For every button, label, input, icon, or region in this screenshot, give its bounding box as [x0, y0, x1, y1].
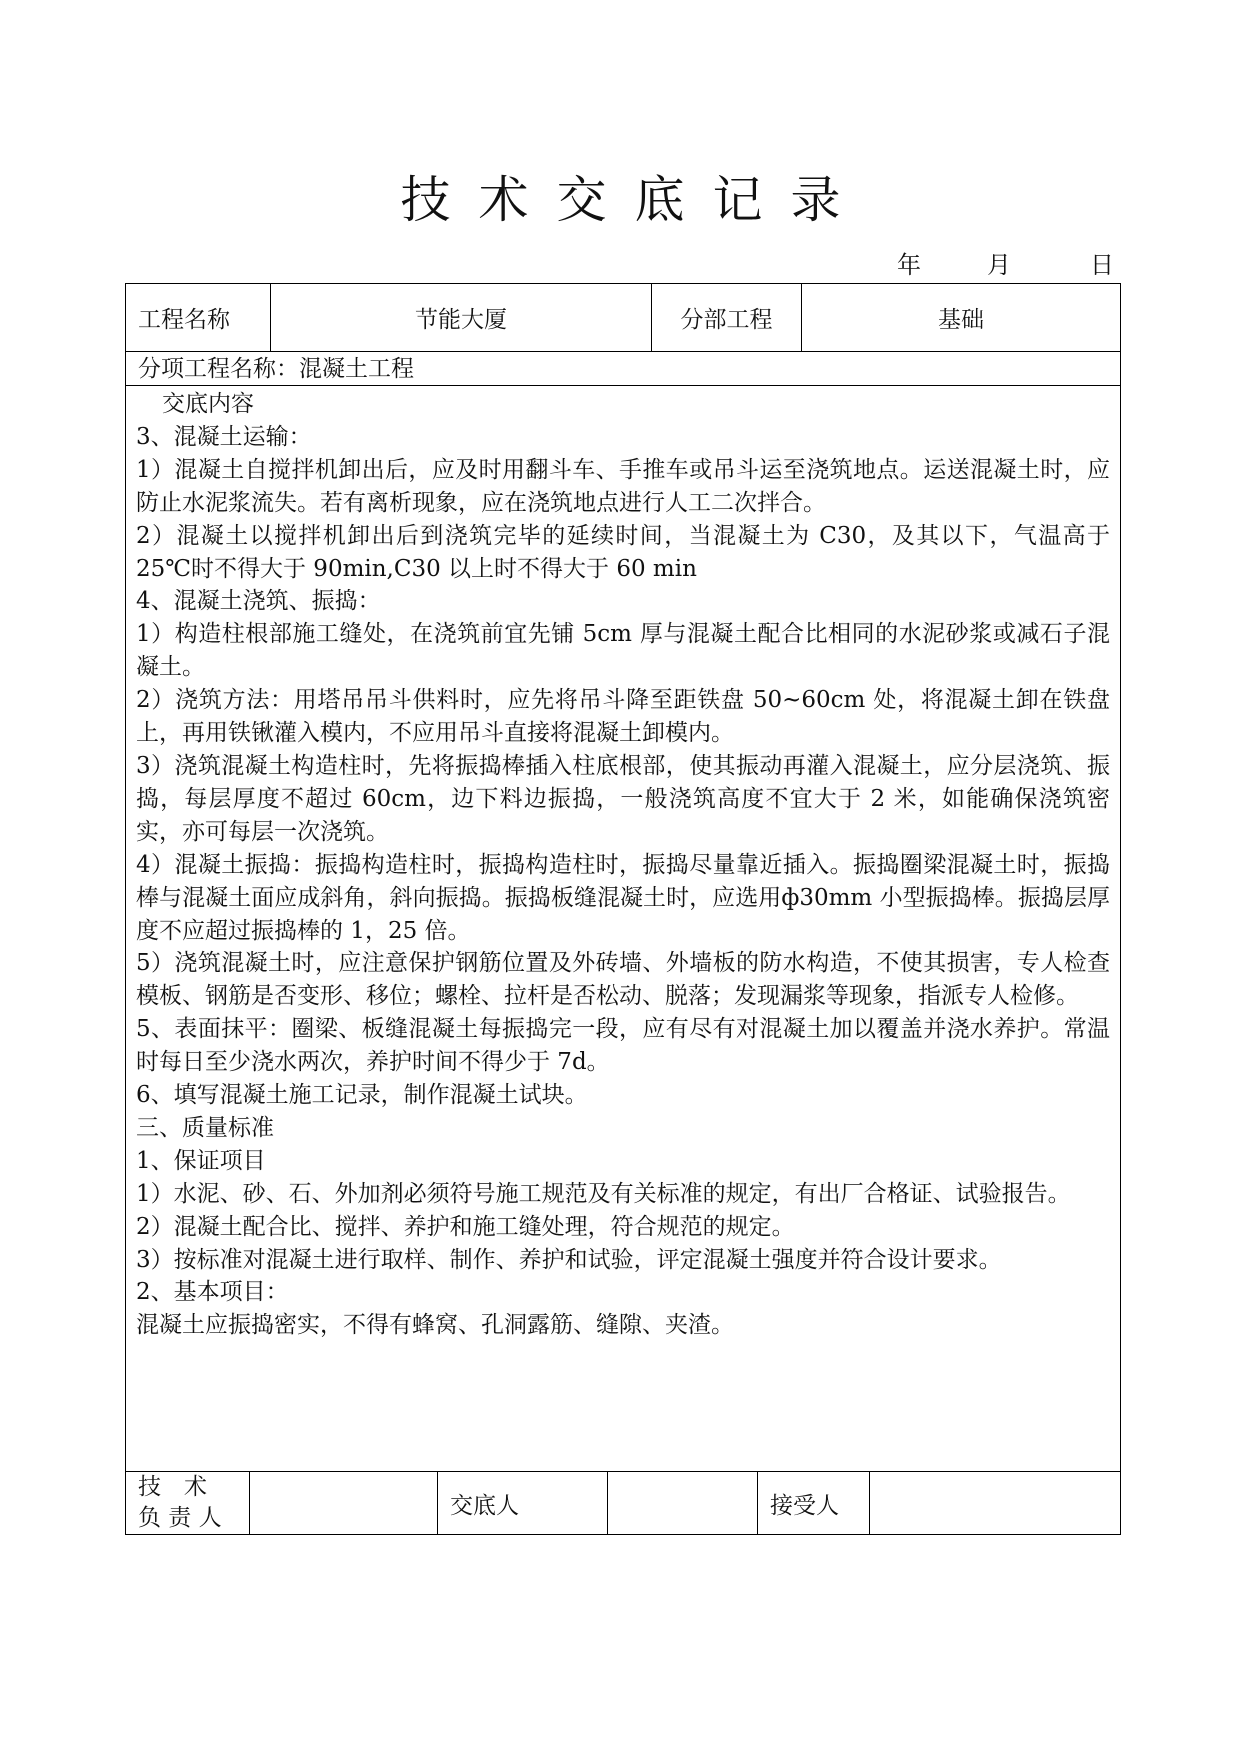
content-line: 4、混凝土浇筑、振捣：	[136, 588, 381, 615]
header-row	[126, 284, 1120, 352]
page-title	[0, 170, 1241, 230]
title-char: 记	[712, 171, 763, 229]
receiver-label: 接受人	[758, 1472, 870, 1534]
content-heading: 交底内容	[162, 391, 254, 417]
content-line: 1）水泥、砂、石、外加剂必须符号施工规范及有关标准的规定，有出厂合格证、试验报告。	[136, 1180, 1071, 1207]
content-line: 2）混凝土配合比、搅拌、养护和施工缝处理，符合规范的规定。	[136, 1213, 795, 1240]
tech-lead-label	[126, 1472, 250, 1534]
content-line: 3）浇筑混凝土构造柱时，先将振捣棒插入柱底根部，使其振动再灌入混凝土，应分层浇筑、振捣，每层厚度不超过 60cm，边下料边振捣，一般浇筑高度不宜大于 2 米，如能确保浇筑密实，亦可每层一次浇筑。	[136, 752, 1110, 845]
disclosure-content	[126, 386, 1120, 1471]
date-month-label: 月	[987, 251, 1011, 279]
content-line: 1）构造柱根部施工缝处，在浇筑前宜先铺 5cm 厚与混凝土配合比相同的水泥砂浆或减石子混凝土。	[136, 621, 1110, 681]
content-line: 5）浇筑混凝土时，应注意保护钢筋位置及外砖墙、外墙板的防水构造，不使其损害，专人检查模板、钢筋是否变形、移位；螺栓、拉杆是否松动、脱落；发现漏浆等现象，指派专人检修。	[136, 950, 1110, 1010]
content-line: 3、混凝土运输：	[136, 423, 312, 450]
content-line: 1、保证项目	[136, 1147, 266, 1174]
subitem-name: 分项工程名称：混凝土工程	[126, 352, 1120, 386]
content-line: 3）按标准对混凝土进行取样、制作、养护和试验，评定混凝土强度并符合设计要求。	[136, 1246, 1002, 1273]
content-line: 2）混凝土以搅拌机卸出后到浇筑完毕的延续时间，当混凝土为 C30，及其以下，气温高于 25℃时不得大于 90min,C30 以上时不得大于 60 min	[136, 522, 1110, 582]
receiver-signature[interactable]	[870, 1472, 1120, 1534]
discloser-label: 交底人	[438, 1472, 608, 1534]
content-line: 6、填写混凝土施工记录，制作混凝土试块。	[136, 1082, 588, 1109]
signature-row	[126, 1471, 1120, 1534]
disclosure-table	[125, 283, 1121, 1535]
division-value: 基础	[938, 307, 984, 333]
title-char: 录	[790, 171, 841, 229]
title-char: 交	[556, 171, 607, 229]
content-line: 2、基本项目：	[136, 1279, 289, 1306]
content-line: 5、表面抹平：圈梁、板缝混凝土每振捣完一段，应有尽有对混凝土加以覆盖并浇水养护。常温时每日至少浇水两次，养护时间不得少于 7d。	[136, 1016, 1110, 1076]
discloser-signature[interactable]	[608, 1472, 758, 1534]
project-name-label: 工程名称	[126, 284, 271, 351]
title-char: 底	[634, 171, 685, 229]
tech-lead-label-line2: 负 责 人	[138, 1505, 222, 1531]
content-line: 4）混凝土振捣：振捣构造柱时，振捣构造柱时，振捣尽量靠近插入。振捣圈梁混凝土时，振捣棒与混凝土面应成斜角，斜向振捣。振捣板缝混凝土时，应选用ф30mm 小型振捣棒。振捣层厚度不应超过振捣棒的 1，25 倍。	[136, 851, 1110, 944]
division-label: 分部工程	[652, 284, 802, 351]
title-char: 技	[400, 171, 451, 229]
content-line: 1）混凝土自搅拌机卸出后，应及时用翻斗车、手推车或吊斗运至浇筑地点。运送混凝土时，应防止水泥浆流失。若有离析现象，应在浇筑地点进行人工二次拌合。	[136, 456, 1110, 516]
content-line: 混凝土应振捣密实，不得有蜂窝、孔洞露筋、缝隙、夹渣。	[136, 1312, 734, 1339]
tech-lead-label-line1: 技 术	[138, 1474, 207, 1500]
date-day-label: 日	[1090, 251, 1114, 279]
content-line: 三、质量标准	[136, 1114, 274, 1141]
project-name-value: 节能大厦	[271, 284, 652, 351]
date-year-label: 年	[897, 251, 921, 279]
content-line: 2）浇筑方法：用塔吊吊斗供料时，应先将吊斗降至距铁盘 50~60cm 处，将混凝土卸在铁盘上，再用铁锹灌入模内，不应用吊斗直接将混凝土卸模内。	[136, 687, 1110, 747]
tech-lead-signature[interactable]	[250, 1472, 438, 1534]
title-char: 术	[478, 171, 529, 229]
